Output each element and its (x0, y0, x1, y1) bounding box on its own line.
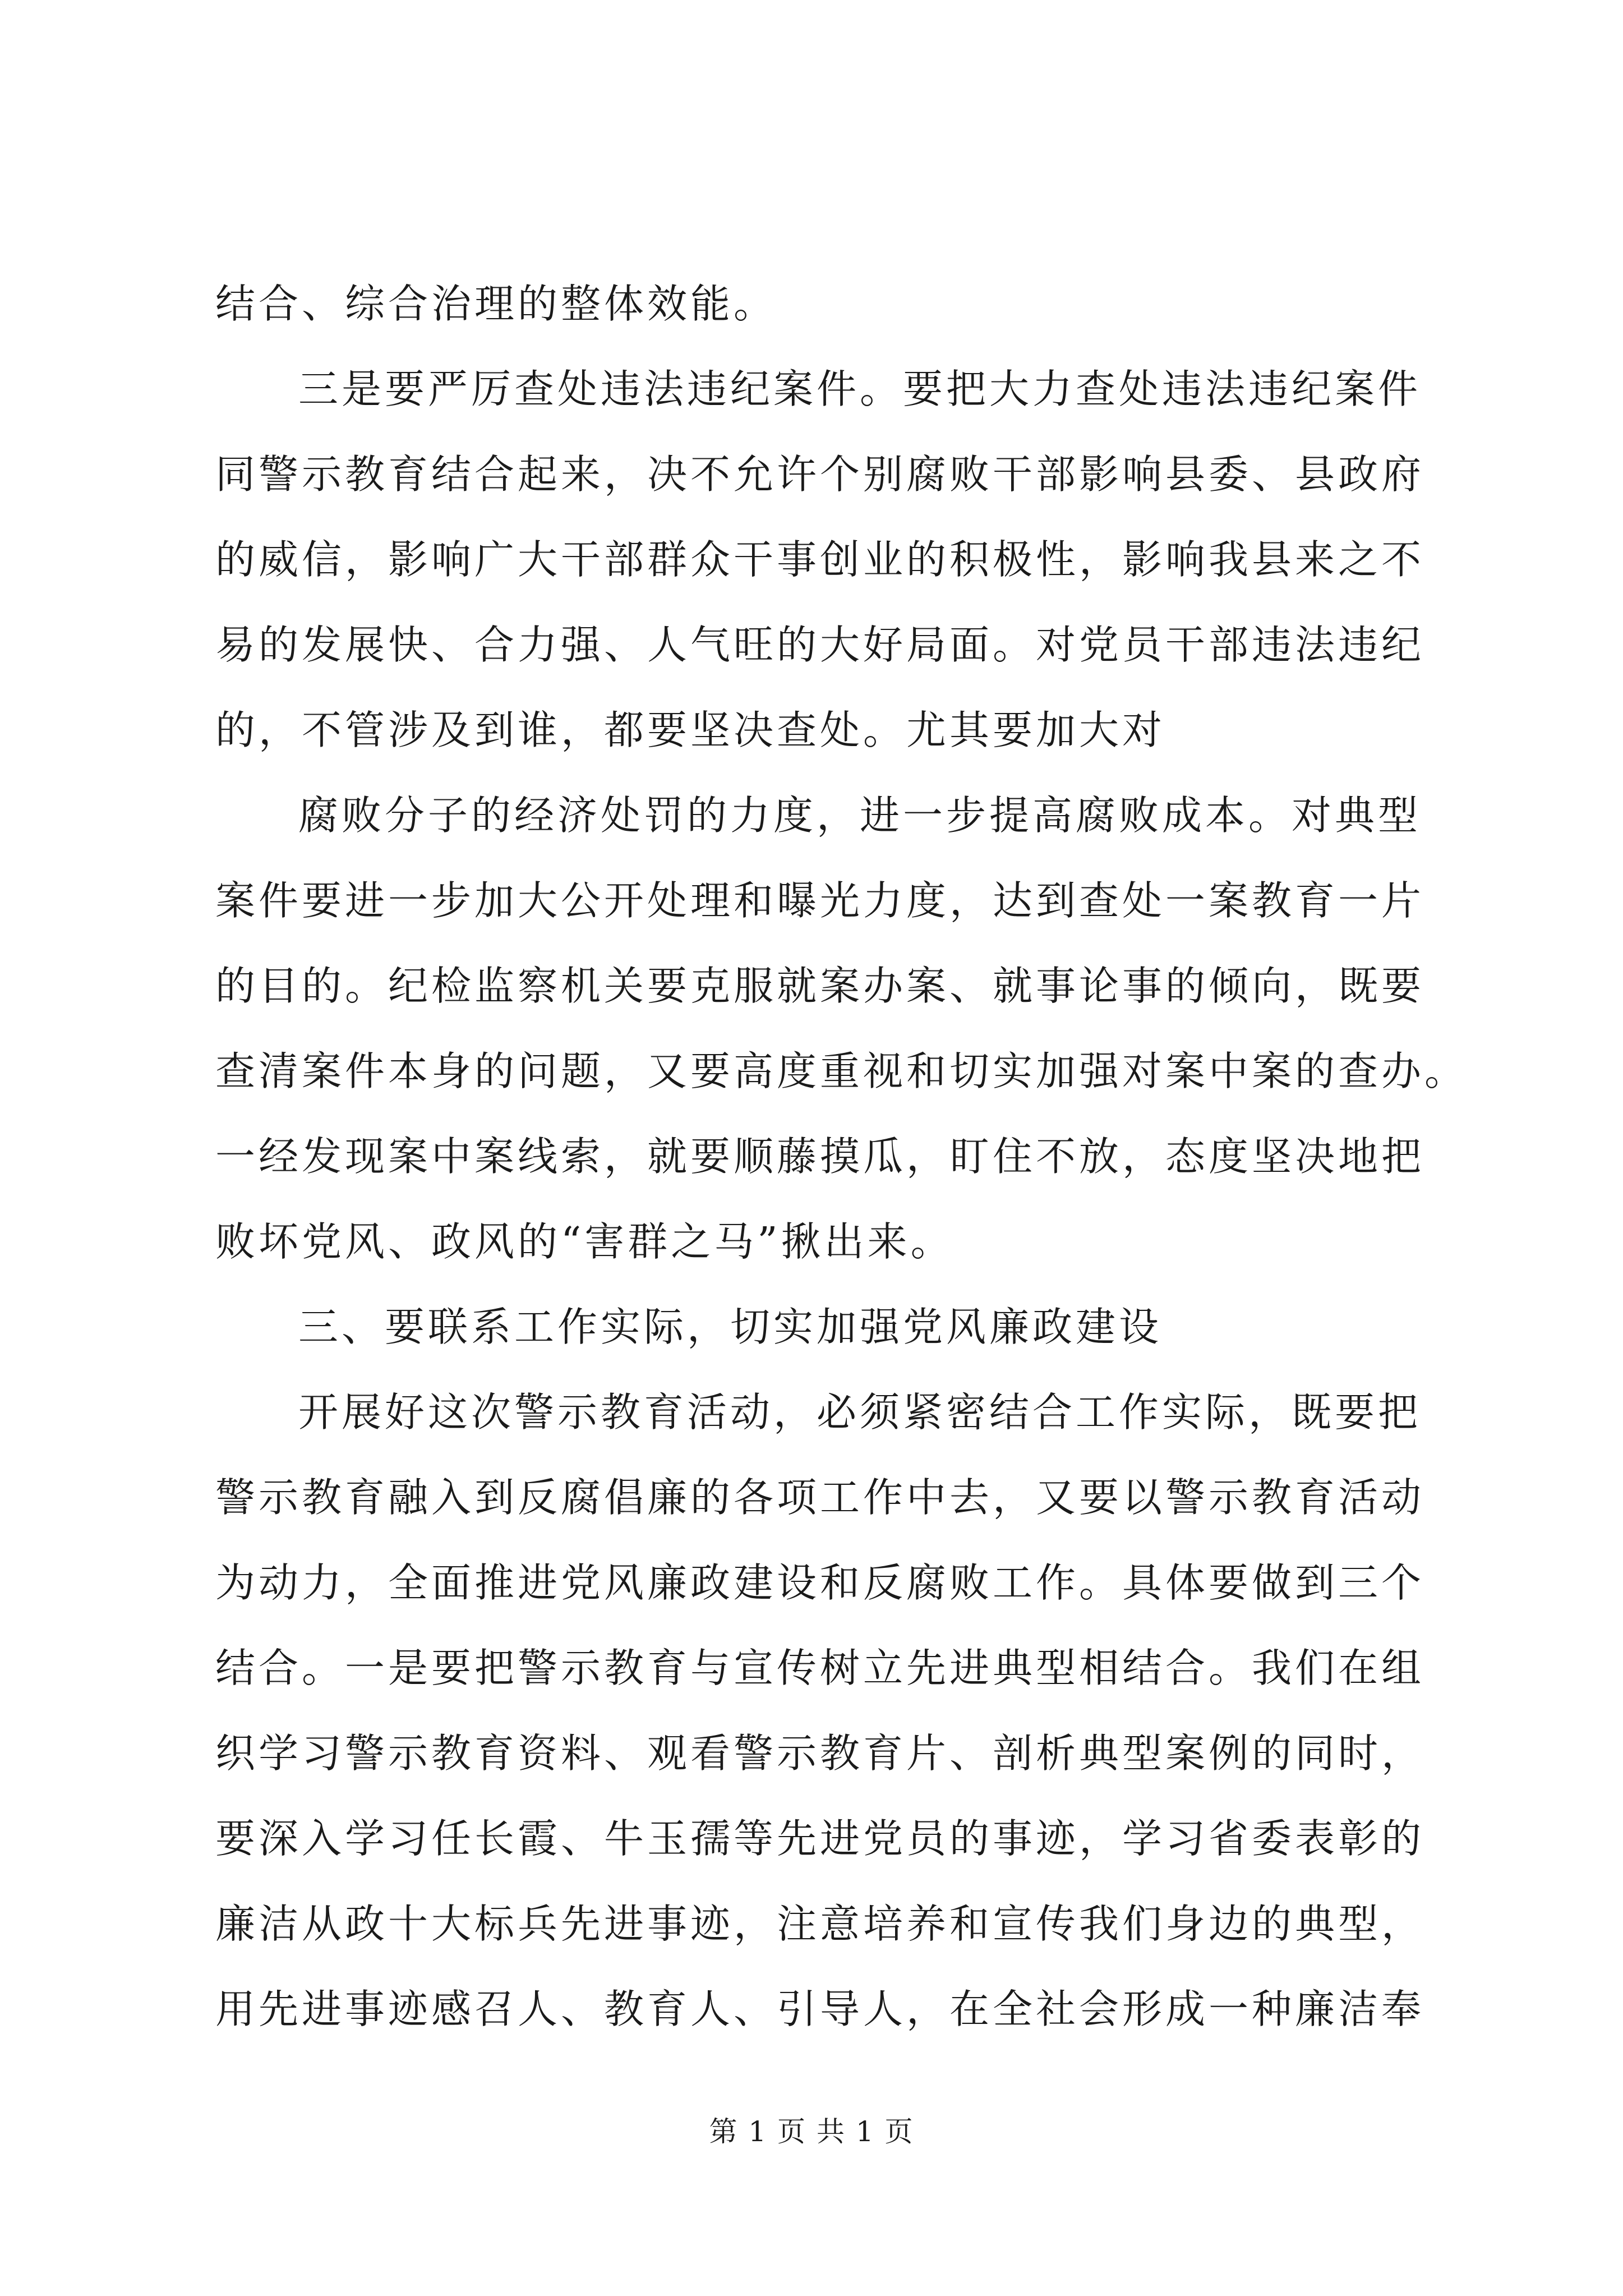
text-line: 查清案件本身的问题，又要高度重视和切实加强对案中案的查办。 (215, 1048, 1468, 1094)
text-line: 的威信，影响广大干部群众干事创业的积极性，影响我县来之不 (215, 536, 1425, 583)
text-line: 警示教育融入到反腐倡廉的各项工作中去，又要以警示教育活动 (215, 1474, 1425, 1521)
section-heading: 三、要联系工作实际，切实加强党风廉政建设 (298, 1304, 1163, 1350)
text-line: 案件要进一步加大公开处理和曝光力度，达到查处一案教育一片 (215, 877, 1425, 924)
text-line: 的目的。纪检监察机关要克服就案办案、就事论事的倾向，既要 (215, 963, 1425, 1009)
text-line: 结合、综合治理的整体效能。 (215, 280, 777, 327)
page-number-footer: 第 1 页 共 1 页 (709, 2115, 914, 2148)
text-line: 廉洁从政十大标兵先进事迹，注意培养和宣传我们身边的典型， (215, 1901, 1425, 1947)
text-line: 结合。一是要把警示教育与宣传树立先进典型相结合。我们在组 (215, 1645, 1425, 1691)
text-line: 同警示教育结合起来，决不允许个别腐败干部影响县委、县政府 (215, 451, 1425, 498)
paragraph-start-line: 开展好这次警示教育活动，必须紧密结合工作实际，既要把 (298, 1389, 1422, 1435)
text-line: 败坏党风、政风的“害群之马”揪出来。 (215, 1218, 954, 1265)
text-line: 一经发现案中案线索，就要顺藤摸瓜，盯住不放，态度坚决地把 (215, 1133, 1425, 1180)
paragraph-start-line: 腐败分子的经济处罚的力度，进一步提高腐败成本。对典型 (298, 792, 1422, 839)
paragraph-start-line: 三是要严厉查处违法违纪案件。要把大力查处违法违纪案件 (298, 366, 1422, 412)
text-line: 的，不管涉及到谁，都要坚决查处。尤其要加大对 (215, 707, 1166, 753)
text-line: 要深入学习任长霞、牛玉孺等先进党员的事迹，学习省委表彰的 (215, 1815, 1425, 1862)
text-line: 易的发展快、合力强、人气旺的大好局面。对党员干部违法违纪 (215, 622, 1425, 668)
text-line: 用先进事迹感召人、教育人、引导人，在全社会形成一种廉洁奉 (215, 1986, 1425, 2032)
document-body (215, 261, 1468, 2052)
text-line: 为动力，全面推进党风廉政建设和反腐败工作。具体要做到三个 (215, 1559, 1425, 1606)
text-line: 织学习警示教育资料、观看警示教育片、剖析典型案例的同时， (215, 1730, 1425, 1777)
